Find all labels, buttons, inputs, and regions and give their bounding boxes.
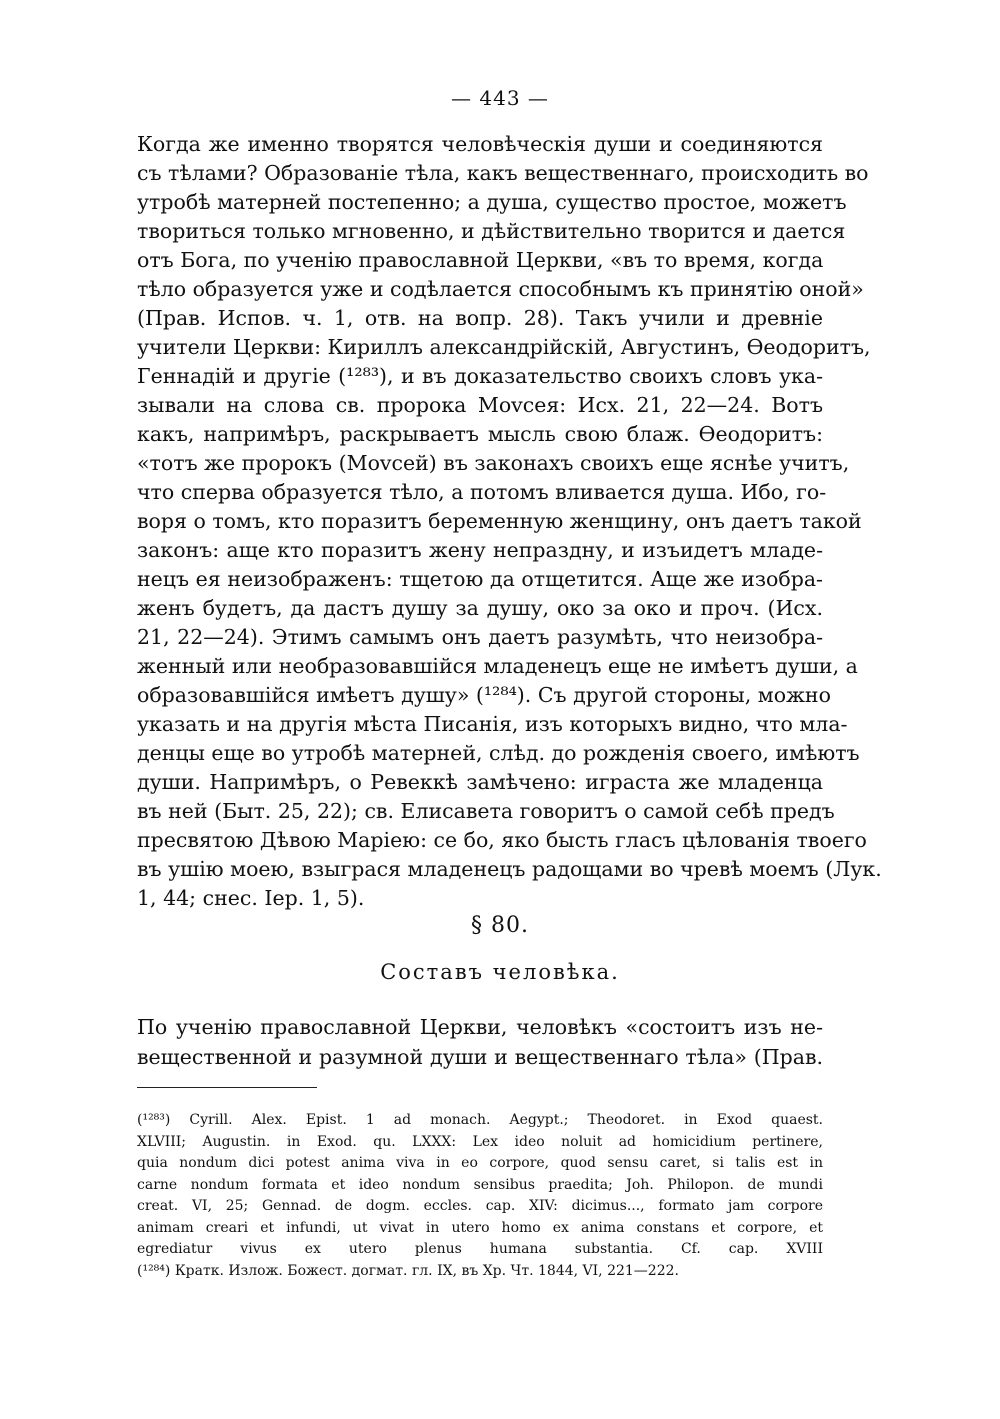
text-line: твориться только мгновенно, и дѣйствительно творится и дается [137,219,846,243]
text-line: Когда же именно творятся человѣческія души и соединяются [137,132,823,156]
text-line: что сперва образуется тѣло, а потомъ вливается душа. Ибо, го- [137,480,827,504]
text-line: тѣло образуется уже и содѣлается способнымъ къ принятію оной» [137,277,864,301]
text-line: образовавшійся имѣетъ душу» (¹²⁸⁴). Съ другой стороны, можно [137,683,831,707]
page-number: — 443 — [451,86,549,110]
text-line: (Прав. Испов. ч. 1, отв. на вопр. 28). Такъ учили и древніе [137,306,823,330]
text-line: вещественной и разумной души и вещественнаго тѣла» (Прав. [137,1045,823,1069]
footnote-line: egrediatur vivus ex utero plenus humana substantia. Cf. cap. XVIII [137,1241,823,1257]
text-line: какъ, напримѣръ, раскрываетъ мысль свою блаж. Ѳеодоритъ: [137,422,823,446]
text-line: нецъ ея неизображенъ: тщетою да отщетится. Аще же изобра- [137,567,823,591]
section-heading: Составъ человѣка. [380,960,620,984]
text-line: законъ: аще кто поразитъ жену непраздну, и изъидетъ младе- [137,538,823,562]
text-line: отъ Бога, по ученію православной Церкви, «въ то время, когда [137,248,824,272]
text-line: съ тѣлами? Образованіе тѣла, какъ вещественнаго, происходить во [137,161,869,185]
text-line: учители Церкви: Кириллъ александрійскій, Августинъ, Ѳеодоритъ, [137,335,871,359]
footnotes [137,1110,823,1282]
footnote-line: carne nondum formata et ideo nondum sensibus praedita; Joh. Philopon. de mundi [137,1176,823,1193]
footnote-line: XLVIII; Augustin. in Exod. qu. LXXX: Lex ideo noluit ad homicidium pertinere, [137,1133,823,1150]
text-line: Геннадій и другіе (¹²⁸³), и въ доказательство своихъ словъ ука- [137,364,823,388]
text-line: «тотъ же пророкъ (Моvсей) въ законахъ своихъ еще яснѣе учитъ, [137,451,850,475]
text-line: зывали на слова св. пророка Моvсея: Исх. 21, 22—24. Вотъ [137,393,823,417]
text-line: въ ней (Быт. 25, 22); св. Елисавета говоритъ о самой себѣ предъ [137,799,835,823]
footnote-line: (¹²⁸³) Cyrill. Alex. Epist. 1 ad monach. Aegypt.; Theodoret. in Exod quaest. [137,1112,823,1128]
main-paragraph [137,130,882,913]
text-line: женный или необразовавшійся младенецъ еще не имѣетъ души, а [137,654,858,678]
text-line: 1, 44; снес. Іер. 1, 5). [137,886,365,910]
footnote-line: creat. VI, 25; Gennad. de dogm. eccles. cap. XIV: dicimus..., formato jam corpore [137,1198,823,1214]
text-line: въ ушію моею, взыграся младенецъ радощами во чревѣ моемъ (Лук. [137,857,882,881]
footnote-line: animam creari et infundi, ut vivat in utero homo ex anima constans et corpore, et [137,1219,823,1236]
text-line: воря о томъ, кто поразитъ беременную женщину, онъ даетъ такой [137,509,862,533]
footnote-line: (¹²⁸⁴) Кратк. Излож. Божест. догмат. гл. IX, въ Хр. Чт. 1844, VI, 221—222. [137,1262,679,1279]
text-line: указать и на другія мѣста Писанія, изъ которыхъ видно, что мла- [137,712,848,736]
footnote-divider [137,1087,317,1088]
text-line: 21, 22—24). Этимъ самымъ онъ даетъ разумѣть, что неизобра- [137,625,823,649]
footnote-line: quia nondum dici potest anima viva in eo corpore, quod sensu caret, si talis est in [137,1155,823,1171]
text-line: утробѣ матерней постепенно; а душа, существо простое, можетъ [137,190,847,214]
text-line: пресвятою Дѣвою Маріею: се бо, яко бысть гласъ цѣлованія твоего [137,828,867,852]
section-number: § 80. [471,913,529,938]
text-line: денцы еще во утробѣ матерней, слѣд. до рожденія своего, имѣютъ [137,741,860,765]
text-line: женъ будетъ, да дастъ душу за душу, око за око и проч. (Исх. [137,596,823,620]
text-line: По ученію православной Церкви, человѣкъ «состоитъ изъ не- [137,1015,823,1039]
section-paragraph [137,1012,823,1072]
text-line: души. Напримѣръ, о Ревеккѣ замѣчено: играста же младенца [137,770,823,794]
